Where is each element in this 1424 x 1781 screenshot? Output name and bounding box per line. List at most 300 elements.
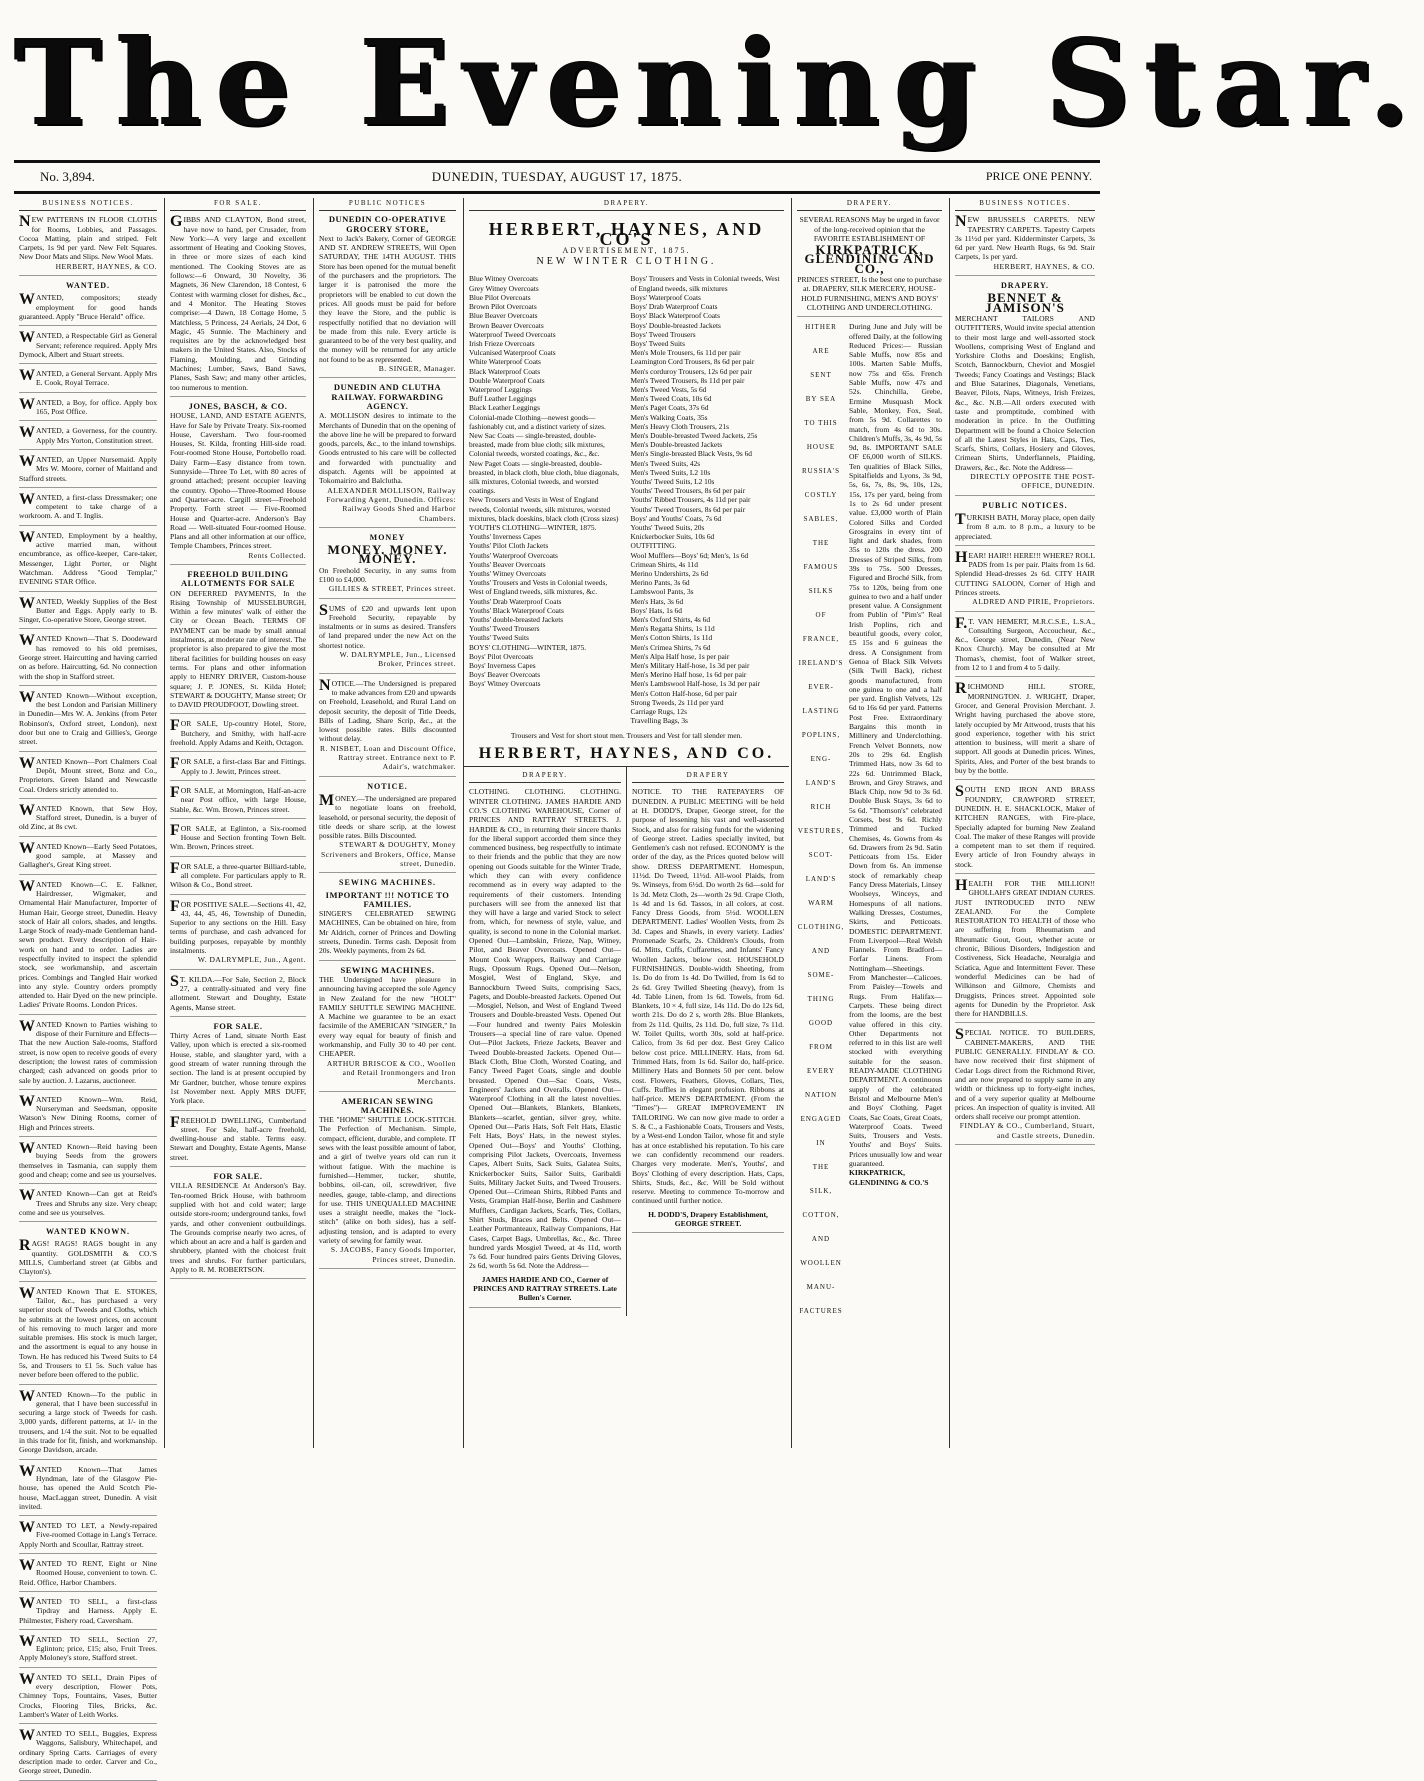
clothing-item: Youths' Tweed Suits, L2 10s (630, 476, 715, 486)
clothing-item: Boys' Double-breasted Jackets (630, 320, 721, 330)
clothing-item: Lambswool Pants, 3s (630, 587, 694, 597)
ad-text: F.T. VAN HEMERT, M.R.C.S.E., L.S.A., Consulting Surgeon, Accoucheur, &c., &c., George street, Dunedin, (Near New Knox Church). May be consulted at Mr Thomas's, chemist, foot of Walker street, from 12 to 1 and from 4 to 5 daily. (955, 614, 1095, 673)
wanted-ad: WANTED Known—Port Chalmers Coal Depôt, Mount street, Bonz and Co., Proprietors. Green Island and Newcastle Coal. Orders strictly attended to. (19, 757, 157, 799)
ad-heading: DUNEDIN CO-OPERATIVE GROCERY STORE, (328, 214, 447, 234)
known-list (19, 1239, 157, 1780)
intro-text: SEVERAL REASONS May be urged in favor of the long-received opinion that the FAVORITE ESTABLISHMENT OF (799, 215, 940, 243)
column-for-sale (164, 198, 311, 1448)
clothing-item: Youths' Tweed Trousers, 8s 6d per pair (630, 486, 746, 496)
ad-text: FOR POSITIVE SALE.—Sections 41, 42, 43, 44, 45, 46, Township of Dunedin, Superior to any sections on the Hill. Easy terms of purchase, and cash advanced for building purposes, repayable by monthly instalments. (170, 897, 306, 956)
ad-signature: HERBERT, HAYNES, & CO. (993, 261, 1095, 271)
ad-body (469, 787, 621, 1307)
slogan-word: HITHER (805, 323, 837, 332)
slogan-word: SILK, (809, 1187, 833, 1196)
drapery-lower (464, 766, 789, 1316)
clothing-item: Knickerbocker Suits, 10s 6d (630, 532, 715, 542)
ad-signature: KIRKPATRICK, GLENDINING & CO.'S (849, 1168, 929, 1187)
clothing-item: Men's Tweed Suits, L2 10s (630, 467, 711, 477)
advertisement (170, 821, 306, 857)
ad-text: Thirty Acres of Land, situate North East Valley, upon which is erected a six-roomed House, stable, and slaughter yard, with a good stream of water running through the section. The land is at present occupied by Mr Gardner, butcher, whose tenure expires 1st November next. Apply MRS DUFF, York place. (170, 1031, 306, 1106)
slogan-word: THING (807, 995, 835, 1004)
ad-signature: W. DALRYMPLE, Jun., Agent. (197, 955, 306, 965)
clothing-item: Boys' Beaver Overcoats (469, 670, 541, 680)
clothing-item: New Paget Coats — single-breasted, double-breasted, in black cloth, blue cloth, blue diagonals, silk mixtures, Colonial tweeds, and worsted coatings. (469, 458, 620, 496)
slogan-word: POPLINS, (801, 731, 841, 740)
advertisement (170, 1113, 306, 1167)
section-header: SEWING MACHINES. (339, 878, 436, 888)
clothing-item: Men's Alpa Half hose, 1s per pair (630, 651, 730, 661)
clothing-item: Men's Oxford Shirts, 4s 6d (630, 615, 711, 624)
clothing-item: Youths' Tweed Trousers, 8s 6d per pair (630, 504, 746, 514)
column-kirkpatrick (791, 198, 947, 1448)
ad-text: NEW PATTERNS IN FLOOR CLOTHS for Rooms, Lobbies, and Passages. Cocoa Matting, plain and striped. Felt Carpets, 1s 9d per yard. New Felt Squares. New Door Mats and Slips. New Wool Mats. (19, 213, 157, 262)
clothing-item: Boys' Witney Overcoats (469, 679, 541, 689)
clothing-item: Men's Walking Coats, 35s (630, 412, 708, 422)
clothing-item: Men's Mole Trousers, 6s 11d per pair (630, 348, 741, 358)
h-dodds-ad (626, 767, 789, 1316)
slogan-word: THE (812, 1163, 830, 1172)
advertisement (170, 972, 306, 1017)
advertisement (170, 1172, 306, 1279)
slogan-word: FAMOUS (803, 563, 839, 572)
advertisement (170, 757, 306, 781)
slogan-word: HOUSE (806, 443, 836, 452)
slogan-word: FACTURES (799, 1307, 843, 1316)
ad-text: FOR SALE, at Mornington, Half-an-acre near Post office, with large House, Stable, &c. Wm. Brown, Princes street. (170, 783, 306, 814)
james-hardie-ad (464, 767, 626, 1316)
advertisement (170, 570, 306, 714)
kirkpatrick-intro (797, 215, 942, 317)
advertisement (319, 1097, 456, 1269)
ad-signature: R. NISBET, Loan and Discount Office, Rattray street. Entrance next to P. Adair's, watchmaker. (319, 743, 456, 772)
slogan-word: SENT (810, 371, 832, 380)
wanted-ad: WANTED, a General Servant. Apply Mrs E. Cook, Royal Terrace. (19, 369, 157, 393)
slogan-word: SABLES, (803, 515, 839, 524)
clothing-item: Waterproof Tweed Overcoats (469, 329, 556, 339)
ad-heading: FOR SALE. (213, 1020, 263, 1031)
ad-text: On Freehold Security, in any sums from £100 to £4,000. (319, 565, 456, 584)
clothing-item: Blue Beaver Overcoats (469, 311, 538, 321)
ad-text: SINGER'S CELEBRATED SEWING MACHINES, Can be obtained on hire, from Mr Aldrich, corner of Princes and Dowling streets, Dunedin. Terms cash. Deposit from 20s. Weekly payments, from 2s 6d. (319, 909, 456, 956)
clothing-item: Youths' double-breasted Jackets (469, 615, 564, 624)
section-header: NOTICE. (367, 781, 408, 791)
advertisement (955, 1028, 1095, 1145)
ad-text: TURKISH BATH, Moray place, open daily from 8 a.m. to 8 p.m., a luxury to be appreciated. (955, 510, 1095, 541)
price-list-text: During June and July will be offered Daily, at the following Reduced Prices:— Russian Sable Muffs, now 85s and 100s. Marten Sable Muffs, now 75s and 65s. French Sable Muffs, now 47s and 52s. Chinchilla, Grebe, Ermine Musquash Mock Sable, Monkey, Fox, Seal, from 5s 9d. Collarettes to match, from 4s 6d to 30s. Children's Muffs, 3s, 4s 9d, 5s 9d, 8s. IMPORTANT SALE OF £6,000 worth of SILKS. Ten qualities of Black Silks, Spitalfields and Lyons, 3s 9d, 5s, 6s, 7s, 8s, 9s, 10s, 12s, 15s, 17s per yard, being from 1s to 2s 6d under present value. £3,000 worth of Plain Colored Silks and Corded Grosgrains in every tint of light and dark shades, from 35s to 120s the dress. 200 Dresses of Striped Silks, from 39s to 75s. 500 Dresses, Figured and Broché Silk, from 75s to 120s, being from one guinea to two and a half under present value. A Consignment from Publin of "Pim's" Real Irish Poplins, rich and beautiful goods, every color, £5 15s and 6 guineas the dress. A Consignment from Genoa of Black Silk Velvets (Silk Twill Back), richest goods manufactured, from one guinea to one and a half per yard. English Velvets, 12s 6d to 16s 6d per yard. Patterns Post Free. Extraordinary Bargains this month in Millinery and Underclothing. French Velvet Bonnets, now 20s to 29s 6d. English Trimmed Hats, now 3s 6d to 22s 6d. Untrimmed Black, Brown, and Grey Straws, and Black Chip, now 9d to 3s 6d. Double Busk Stays, 3s 6d to 5s 6d. "Thomson's" celebrated Corsets, best 9s 6d. Richly Trimmed and Tucked Chemises, 4s. Gowns from 4s 6d. Drawers from 2s 9d. Satin Petticoats from 15s. Eider Down from 6s. An immense stock of remarkably cheap Fancy Dress Materials, Linsey Woolseys, Winceys, and Homespuns of all nations. Walking Dresses, Costumes, Skirts, and Petticoats. DOMESTIC DEPARTMENT. From Liverpool—Real Welsh Flannels. From Bradford—Forfar Linens. From Nottingham—Sheetings. From Manchester—Calicoes. From Paisley—Towels and Rugs. From Halifax—Carpets. These being direct from the looms, are the best value offered in this city. Other Departments not referred to in this list are well stocked with everything suitable for the season. READY-MADE CLOTHING DEPARTMENT. A continuous supply of the celebrated Bristol and Melbourne Men's and Boys' Clothing. Paget Coats, Sac Coats, Great Coats, Waterproof Coats. Tweed Suits, Trousers and Vests. Youths' and Boys' Suits. Prices unusually low and wear guaranteed. (849, 322, 943, 1168)
clothing-item: Brown Pilot Overcoats (469, 302, 537, 312)
advertisement (955, 215, 1095, 276)
clothing-item: Youths' Drab Waterproof Coats (469, 596, 562, 606)
clothing-item: Strong Tweeds, 2s 11d per yard (630, 697, 724, 707)
ad-floor-cloths (19, 215, 157, 276)
ad-text: HEALTH FOR THE MILLION!! GHOLLAH'S GREAT INDIAN CURES. JUST INTRODUCED INTO NEW ZEALAND. For the Complete RESTORATION TO HEALTH of those who are suffering from Rheumatism and Rheumatic Gout, Gout, whether acute or chronic, Bilious Disorders, Indigestion and Costiveness, Sick Headache, Neuralgia and Sciatica, Ague and Intermittent Fever. These wonderful Medicines can be had of Wilkinson and Gilmore, Chemists and Druggists, Princes street. Appointed sole agents for Dunedin by the Proprietor. Ask there for HANDBILLS. (955, 877, 1095, 1019)
advertisement (319, 542, 456, 598)
column-drapery-wide (463, 198, 789, 1448)
clothing-item: Leamington Cord Trousers, 8s 6d per pair (630, 357, 755, 367)
dateline (14, 166, 1100, 190)
ad-signature: ARTHUR BRISCOE & CO., Woollen and Retail Ironmongers and Iron Merchants. (326, 1058, 456, 1087)
clothing-item: Men's corduroy Trousers, 12s 6d per pair (630, 366, 752, 376)
wanted-ad: WANTED Known—That S. Doodeward has removed to his old premises, George street. Haircutting and having carried on as before. Haircutting, 6d. No connection with the shop in Stafford street. (19, 634, 157, 685)
clothing-item: Men's Double-breasted Jackets (630, 440, 723, 450)
wanted-ad: WANTED Known—Without exception, the best London and Parisian Millinery in Dunedin—Mrs W. A. Jenkins (from Peter Robinson's, Oxford street, London), next door but one to Craig and Gillies's, George street. (19, 691, 157, 752)
slogan-word: LAND'S (805, 779, 837, 788)
ad-text: THE "HOME" SHUTTLE LOCK-STITCH. The Perfection of Mechanism. Simple, compact, efficient, durable, and complete. IT sews with the least possible amount of labor, and a girl of twelve years old can run it without fatigue. With the machine is furnished—Hemmer, tucker, shuttle, bobbins, oil-can, oil, screwdriver, five needles, gauge, table-clamp, and directions for use. THIS UNEQUALLED MACHINE uses a straight needle, makes the "lock-stitch" (alike on both sides), has a self-adjusting tension, and is adapted to every variety of sewing for family wear. (319, 1115, 456, 1245)
clothing-item: Boys' Tweed Trousers (630, 329, 696, 339)
advertisement (170, 719, 306, 752)
ad-signature: DIRECTLY OPPOSITE THE POST-OFFICE, DUNEDIN. (970, 472, 1095, 491)
wanted-ad: WANTED, a Respectable Girl as General Servant; reference required. Apply Mrs Dymock, Albert and Stuart streets. (19, 331, 157, 364)
clothing-item: Brown Beaver Overcoats (469, 320, 544, 330)
slogan-word: ARE (812, 347, 830, 356)
clothing-list-left (469, 274, 623, 725)
advertisement (170, 1022, 306, 1111)
ad-text: MONEY.—The undersigned are prepared to negotiate loans on freehold, leasehold, or personal security, the deposit of title deeds or share scrip, at the lowest possible rates. Bills Discounted. (319, 791, 456, 841)
ad-banner: BENNET & JAMISON'S (985, 290, 1065, 315)
advertisement (170, 897, 306, 970)
clothing-item: Crimean Shirts, 4s 11d (630, 559, 698, 569)
clothing-item: Boys' Inverness Capes (469, 661, 536, 671)
wanted-ad: WANTED, a Governess, for the country. Apply Mrs Yorton, Constitution street. (19, 426, 157, 450)
ad-text: RICHMOND HILL STORE, MORNINGTON. J. WRIGHT, Draper, Grocer, and General Provision Merchant. J. Wright having purchased the above store, lately occupied by Mr Attwood, trusts that his good experience, together with his strict attention to business, will merit a share of support. All goods at Dunedin prices. Wines, Spirits, Ales, and Porter of the best brands to buy by the bottle. (955, 680, 1095, 776)
slogan-word: COSTLY (804, 491, 838, 500)
clothing-item: Men's Military Half-hose, 1s 3d per pair (630, 661, 750, 671)
advertisement (170, 215, 306, 397)
clothing-item: Men's Hats, 3s 6d (630, 596, 684, 606)
clothing-item: Men's Regatta Shirts, 1s 11d (630, 624, 715, 634)
clothing-item: Men's Double-breasted Tweed Jackets, 25s (630, 430, 758, 440)
slogan-word: SOME- (807, 971, 835, 980)
advertisement (955, 682, 1095, 780)
wanted-list (19, 293, 157, 1222)
clothing-item: Youths' Beaver Overcoats (469, 559, 546, 569)
price-list (845, 322, 942, 1330)
clothing-item: Waterproof Leggings (469, 384, 532, 394)
advertisement-year: ADVERTISEMENT, 1875. (562, 245, 691, 255)
ad-signature: H. DODD'S, Drapery Establishment, GEORGE STREET. (648, 1209, 768, 1228)
ad-text: HEAR! HAIR!! HERE!!! WHERE? ROLL PADS from 1s per pair. Plaits from 1s 6d. Splendid Head-dresses 2s 6d. CITY HAIR CUTTING SALOON, Corner of High and Princes streets. (955, 548, 1095, 597)
ad-signature: JAMES HARDIE AND CO., Corner of PRINCES AND RATTRAY STREETS. Late Bullen's Corner. (473, 1274, 617, 1303)
ad-signature: B. SINGER, Manager. (378, 364, 456, 374)
advertisement (955, 290, 1095, 495)
slogan-word: RICH (810, 803, 832, 812)
wanted-ad: WANTED Known—Wm. Reid, Nurseryman and Seedsman, opposite Watson's New Dining Rooms, corner of High and Princes streets. (19, 1095, 157, 1137)
wanted-ad: WANTED Known, that Sew Hoy, Stafford street, Dunedin, is a buyer of old Zinc, at 8s cwt. (19, 804, 157, 837)
clothing-item: Men's Tweed Vests, 5s 6d (630, 384, 707, 394)
clothing-item: Youths' Tweed Suits, 20s (630, 522, 705, 532)
known-ad: WANTED TO LET, a Newly-repaired Five-roomed Cottage in Lang's Terrace. Apply North and Scoullar, Rattray street. (19, 1521, 157, 1554)
clothing-item: OUTFITTING. (630, 541, 677, 551)
clothing-item: Youths' Tweed Trousers (469, 624, 540, 634)
wanted-ad: WANTED, Employment by a healthy, active married man, without encumbrance, as office-keeper, Care-taker, Messenger, Light Porter, or Night Watchman. Address "Good Templar," EVENING STAR Office. (19, 531, 157, 592)
clothing-item: Boys' Drab Waterproof Coats (630, 302, 718, 312)
ad-heading: SEWING MACHINES. (340, 964, 435, 975)
ad-text: SOUTH END IRON AND BRASS FOUNDRY, CRAWFORD STREET, DUNEDIN. H. E. SHACKLOCK, Maker of KITCHEN RANGES, with Fire-place, Specially adapted for burning New Zealand Coal. The maker of these Ranges will provide a competent man to set them if required. Every article of Iron Foundry always in stock. (955, 783, 1095, 869)
known-ad: WANTED TO SELL, a first-class Tipdray and Harness. Apply E. Philmester, Fishery road, Caversham. (19, 1597, 157, 1630)
known-ad: WANTED TO SELL, Buggies, Express Waggons, Salisbury, Whitechapel, and ordinary Spring Carts. Carriages of every description made to order. Carver and Co., George street, Dunedin. (19, 1729, 157, 1780)
clothing-item: Youths' Pilot Cloth Jackets (469, 541, 549, 551)
section-header: PUBLIC NOTICES. (982, 500, 1068, 510)
clothing-item: Men's Tweed Trousers, 8s 11d per pair (630, 375, 745, 385)
slogan-word: FROM (809, 1043, 833, 1052)
slogan-word: EVERY (807, 1067, 835, 1076)
clothing-list-right (631, 274, 785, 725)
advertisement (319, 891, 456, 961)
ad-text: HOUSE, LAND, AND ESTATE AGENTS, Have for Sale by Private Treaty. Six-roomed House, Caversham. Two four-roomed Houses, St. Kilda, fronting Hill-side road. Four-roomed Stone House, Portobello road. Dairy Farm—Easy distance from town. Sunnyside—Three To Let, with 80 acres of ground attached; present occupier leaving the country. Opoho—Three-Roomed House and Quarter-acre. Cargill street—Freehold Property. Forth street — Five-Roomed House and Quarter-acre. Anderson's Bay Road — Well-situated Four-roomed House. Plans and all other information at our office, Temple Chambers, Princes street. (170, 411, 306, 551)
clothing-item: Double Waterproof Coats (469, 375, 545, 385)
advertisement (319, 215, 456, 378)
clothing-item: Youths' Black Waterproof Coats (469, 605, 564, 615)
clothing-item: Men's Merino Half hose, 1s 6d per pair (630, 670, 747, 680)
wanted-ad: WANTED, a Boy, for office. Apply box 165, Post Office. (19, 398, 157, 422)
clothing-item: Blue Pilot Overcoats (469, 292, 531, 302)
clothing-item: Vulcanised Waterproof Coats (469, 348, 556, 358)
ad-text: FOR SALE, a first-class Bar and Fittings. Apply to J. Jewitt, Princes street. (170, 755, 306, 776)
clothing-item: YOUTH'S CLOTHING—WINTER, 1875. (469, 522, 597, 532)
slogan-word: COTTON, (802, 1211, 840, 1220)
advertiser-name-footer: HERBERT, HAYNES, AND CO. (478, 744, 775, 762)
clothing-item: Men's Lambswool Half-hose, 1s 3d per pair (630, 679, 761, 689)
wanted-ad: WANTED Known to Parties wishing to dispose of their Furniture and Effects—That the new Auction Sale-rooms, Stafford street, is now open to receive goods of every description; the lowest rates of commission charged; cash advanced on goods prior to sale by auction. J. Lazarus, auctioneer. (19, 1020, 157, 1090)
ad-text: A. MOLLISON desires to intimate to the Merchants of Dunedin that on the opening of the above line he will be prepared to forward goods, parcels, &c., to the inland townships. Goods entrusted to his care will be collected and forwarded with punctuality and dispatch. Agents will be appointed at Tokomairiro and Balclutha. (319, 411, 456, 486)
clothing-item: White Waterproof Coats (469, 357, 541, 367)
ad-text: THE Undersigned have pleasure in announcing having accepted the sole Agency in New Zealand for the new "HOLT" FAMILY SHUTTLE SEWING MACHINE. A Machine we guarantee to be an exact facsimile of the AMERICAN "SINGER," In every way equal for beauty of finish and workmanship, and Fully 30 to 40 per cent. CHEAPER. (319, 974, 456, 1059)
ad-signature: S. JACOBS, Fancy Goods Importer, Princes street, Dunedin. (330, 1245, 456, 1264)
ad-signature: ALDRED AND PIRIE, Proprietors. (972, 597, 1095, 607)
column-header: DRAPERY. (469, 199, 784, 211)
kirkpatrick-body (797, 322, 942, 1330)
clothing-item: Boys' Trousers and Vests in Colonial tweeds, West of England tweeds, silk mixtures (630, 274, 780, 293)
ad-text: Next to Jack's Bakery, Corner of GEORGE AND ST. ANDREW STREETS, Will Open SATURDAY, THE 14TH AUGUST. THIS Store has been opened for the mutual benefit of the purchasers and the proprietors. The larger it is patronised the more the proprietors will be enabled to cut down the prices. All goods must be paid for before they leave the Store, and the public is respectfully notified that no deviation will be made from this rule. Every article is guaranteed to be of the very best quality, and the money will be returned for any article not found to be as represented. (319, 233, 456, 364)
advertisement (319, 966, 456, 1092)
wanted-ad: WANTED Known—Reid having been buying Seeds from the growers themselves in Tasmania, can supply them good and cheap; come and see us yourselves. (19, 1142, 157, 1184)
ad-heading: AMERICAN SEWING MACHINES. (341, 1095, 434, 1115)
advertisement-subtitle: NEW WINTER CLOTHING. (536, 256, 717, 268)
ad-heading: FREEHOLD BUILDING ALLOTMENTS FOR SALE (181, 568, 295, 589)
slogan-word: MANU- (806, 1283, 836, 1292)
advertiser-name: KIRKPATRICK, GLENDINING AND CO., (804, 242, 935, 276)
column-public-notices (313, 198, 461, 1448)
clothing-item: New Sac Coats — single-breasted, double-breasted, made from blue cloth; silk mixtures, Colonial tweeds, worsted coatings, &c., &c. (469, 430, 605, 459)
clothing-item: Men's Tweed Suits, 42s (630, 458, 701, 468)
ad-text: FREEHOLD DWELLING, Cumberland street. For Sale, half-acre freehold, dwelling-house and stable. Terms easy. Stewart and Doughty, Estate Agents, Manse street. (170, 1113, 306, 1162)
clothing-item: Grey Witney Overcoats (469, 283, 539, 293)
issue-date: DUNEDIN, TUESDAY, AUGUST 17, 1875. (431, 169, 683, 184)
advertisement (955, 614, 1095, 678)
clothing-item: Boys' Hats, 1s 6d (630, 605, 682, 615)
ad-text: NOTICE.—The Undersigned is prepared to make advances from £20 and upwards on Freehold, Leasehold, and Rural Land on deposit security, the deposit of Title Deeds, Bills of Lading, Share Scrip, &c., at the lowest possible rates. Bills discounted without delay. (319, 676, 456, 744)
advertisement (319, 791, 456, 873)
dateline-rule (14, 191, 1100, 194)
section-header: WANTED. (65, 281, 111, 291)
slogan-word: WOOLLEN (800, 1259, 842, 1268)
slogan-word: IRELAND'S (798, 659, 844, 668)
clothing-item: Black Waterproof Coats (469, 366, 541, 376)
ad-text: CLOTHING. CLOTHING. CLOTHING. WINTER CLOTHING. JAMES HARDIE AND CO.'S CLOTHING WAREHOUSE, Corner of PRINCES AND RATTRAY STREETS. J. HARDIE & CO., in returning their sincere thanks for the liberal support accorded them since they commenced business, beg respectfully to intimate to their friends and the public that they are now opening out Goods suitable for the Winter Trade, which they can with every confidence recommend as in every way adapted to the requirements of their customers. Intending purchasers will see from the annexed list that they will have a large and varied Stock to select from, which, for newness of style, value, and quality, is second to none in the Colonial market. Opened Out—Lambskin, Frieze, Nap, Witney, Pilot, and Beaver Overcoats. Opened Out—Mount Cook Wrappers, Railway and Carriage Rugs, Opossum Rugs. Opened Out—Nelson, Mosgiel, West of England, Skye, and Bannockburn Tweed Suits, comprising Sacs, Pagets, and Double-breasted Jackets. Opened Out—Mosgiel, Nelson, and West of England Tweed Trousers and Double-breasted Vests. Opened Out—Four hundred and twenty Pairs Moleskin Trousers—a special line of rare value. Opened Out—Pilot Jackets, Frieze Jackets, Beaver and Tweed Double-breasted Jackets. Opened Out—Black Cloth, Blue Cloth, Worsted Coating, and Fancy Tweed Paget Coats, single and double breasted. Opened Out—Sac Coats, Vests, Engineers' Jackets and Overalls. Opened Out—Waterproof Clothing in all the latest novelties. Opened Out—Blankets, Blankets, Blankets, Blankets—scarlet, gentian, silver grey, white. Opened Out—Paris Hats, Soft Felt Hats, Elastic Felt Hats, Boys' Hats, in the newest styles. Opened Out—Boys' and Youths' Clothing, comprising Pilot Jackets, Overcoats, Inverness Capes, Albert Suits, Sack Suits, Galatea Suits, Knickerbocker Suits, Sailor Suits, Garibaldi Suits, Military Jacket Suits, and Tweed Trousers. Opened Out—Crimean Shirts, Ribbed Pants and Vests, Grampian Half-hose, Berlin and Cashmere Mufflers, Cardigan Jackets, Scarfs, Ties, Collars, Shirt Studs, Braces and Belts. Opened Out—Leather Portmanteaux, Railway Companions, Hat Cases, Carpet Bags, Umbrellas, &c., &c. Three hundred yards Mosgiel Tweed, at 4s 11d, worth 7s 6d. Four hundred pairs Gents Driving Gloves, 2s 6d, worth 5s 6d. Note the Address— (469, 787, 621, 1271)
clothing-item: Youths' Witney Overcoats (469, 568, 546, 578)
issue-price: PRICE ONE PENNY. (985, 169, 1092, 183)
slogan-word: CLOTHING, (797, 923, 845, 932)
clothing-item: Boys' Black Waterproof Coats (630, 311, 720, 321)
wanted-ad: WANTED, compositors; steady employment for good hands guaranteed. Apply "Bruce Herald" office. (19, 293, 157, 326)
clothing-item: Youths' Tweed Suits (469, 633, 529, 643)
newspaper-title: The Evening Star. (14, 13, 1424, 152)
clothing-item: Boys' Waterproof Coats (630, 292, 701, 302)
clothing-item: Men's Cotton Half-hose, 6d per pair (630, 688, 737, 698)
ad-body (632, 787, 784, 1233)
column-header: DRAPERY. (797, 199, 942, 211)
slogan-word: VESTURES, (797, 827, 845, 836)
clothing-item: Blue Witney Overcoats (469, 274, 538, 284)
known-ad: RAGS! RAGS! RAGS bought in any quantity. GOLDSMITH & CO.'S MILLS, Cumberland street (at Gibbs and Clayton's). (19, 1239, 157, 1281)
vertical-slogan (797, 322, 845, 1330)
section-header: MONEY (369, 532, 406, 542)
column-header: BUSINESS NOTICES. (955, 199, 1095, 211)
slogan-word: TO THIS (804, 419, 838, 428)
issue-number: No. 3,894. (40, 169, 95, 184)
clothing-item: Merino Pants, 3s 6d (630, 578, 690, 588)
wanted-ad: WANTED Known—Can get at Reid's Trees and Shrubs any size. Very cheap; come and see us yourselves. (19, 1189, 157, 1222)
ad-text: SPECIAL NOTICE. TO BUILDERS, CABINET-MAKERS, AND THE PUBLIC GENERALLY. FINDLAY & CO. have now received their first shipment of Cedar Logs direct from the Richmond River, and are now prepared to supply same in any width or thickness up to forty-eight inches, and of a very superior quality at Melbourne prices. An inspection of quality is invited. All orders shall receive our prompt attention. (955, 1026, 1095, 1122)
wanted-ad: WANTED, an Upper Nursemaid. Apply Mrs W. Moore, corner of Maitland and Stafford streets. (19, 455, 157, 488)
clothing-item: Carriage Rugs, 12s (630, 707, 687, 717)
ad-signature: HERBERT, HAYNES, & CO. (55, 261, 157, 271)
ad-signature: ALEXANDER MOLLISON, Railway Forwarding Agent, Dunedin. Offices: Railway Goods Shed and Harbor Chambers. (326, 485, 456, 523)
slogan-word: NATION (804, 1091, 838, 1100)
ad-text: ON DEFERRED PAYMENTS, In the Rising Township of MUSSELBURGH, Within a few minutes' walk of either the City or Ocean Beach. TERMS OF PAYMENT can be made by small annual instalments, at moderate rate of interest. The proprietor is also prepared to give the most liberal facilities for building houses on easy terms. For plans and other information apply to HENRY DRIVER, Custom-house square; J. P. JONES, St. Kilda Hotel; STEWART & DOUGHTY, Manse street; Or to DAVID PROUDFOOT, Dowling street. (170, 588, 306, 710)
column-header: FOR SALE. (170, 199, 306, 211)
column-business-notices-right (949, 198, 1100, 1448)
advertisement (955, 879, 1095, 1023)
ad-signature: STEWART & DOUGHTY, Money Scriveners and Brokers, Office, Manse street, Dunedin. (321, 840, 456, 868)
slogan-word: AND (811, 1235, 831, 1244)
ad-footnote: Trousers and Vest for short stout men. Trousers and Vest for tall slender men. (510, 731, 743, 741)
clothing-item: Youths' Trousers and Vests in Colonial tweeds, West of England tweeds, silk mixtures, &c. (469, 578, 608, 597)
ad-text: SUMS of £20 and upwards lent upon Freehold Security, repayable by instalments or in sums as desired. Transfers of land prepared under the new Act on the shortest notice. (319, 601, 456, 650)
clothing-item: Boys' and Youths' Coats, 7s 6d (630, 513, 722, 523)
clothing-lists (469, 274, 784, 725)
slogan-word: GOOD (808, 1019, 834, 1028)
advertiser-name: HERBERT, HAYNES, AND CO'S (488, 219, 765, 249)
clothing-item: Colonial-made Clothing—newest goods—fashionably cut, and a distinct variety of sizes. (469, 412, 606, 431)
clothing-item: Youths' Inverness Capes (469, 532, 542, 542)
column-header: PUBLIC NOTICES (319, 199, 456, 211)
clothing-item: New Trousers and Vests in West of England tweeds, Colonial tweeds, silk mixtures, worsted mixtures, black doeskins, black cloth (Cross sizes) (469, 495, 619, 523)
column-header: BUSINESS NOTICES. (19, 199, 157, 211)
slogan-word: ENGAGED (800, 1115, 842, 1124)
slogan-word: OF (815, 611, 827, 620)
clothing-item: Men's Tweed Coats, 10s 6d (630, 394, 712, 404)
clothing-item: Merino Undershirts, 2s 6d (630, 568, 709, 578)
slogan-word: BY SEA (805, 395, 837, 404)
slogan-word: EVER- (808, 683, 834, 692)
ad-text: NEW BRUSSELS CARPETS. NEW TAPESTRY CARPETS. Tapestry Carpets 3s 11½d per yard. Kidderminster Carpets, 3s 6d per yard. New Hearth Rugs, 6s 9d. Stair Carpets, 1s per yard. (955, 213, 1095, 262)
slogan-word: FRANCE, (802, 635, 840, 644)
herbert-haynes-ad (464, 199, 789, 762)
slogan-word: RUSSIA'S (801, 467, 841, 476)
advertisement (955, 548, 1095, 612)
ad-heading: JONES, BASCH, & CO. (188, 400, 288, 411)
ad-text: MERCHANT TAILORS AND OUTFITTERS, Would invite special attention to their most large and well-assorted stock Woollens, comprising West of England and Yorkshire Cloths and Doeskins; English, Scotch, Bannockburn, Cheviot and Mosgiel Tweeds; Fancy Coatings and Vestings; Black and Blue Satarines, Diagonals, Venetians, Beaver, Pilots, Naps, Witneys, Irish Freizes, &c., &c. N.B.—All orders executed with taste and promptitude, combined with moderation in price. In the Outfitting Department will be found a Choice Selection of all the Latest Styles in Hats, Caps, Ties, Scarfs, Shirts, Collars, Hosiery and Gloves, Crimean Shirts, Underflannels, Plaiding, Drawers, &c., &c. Note the Address— (955, 313, 1095, 472)
ad-heading: FOR SALE. (213, 1171, 263, 1182)
clothing-item: Men's Single-breasted Black Vests, 9s 6d (630, 449, 752, 459)
ad-signature: Rents Collected. (248, 550, 306, 560)
clothing-item: Youths' Waterproof Overcoats (469, 550, 558, 560)
section-header: WANTED KNOWN. (45, 1227, 131, 1237)
clothing-item: Men's Heavy Cloth Trousers, 21s (630, 421, 729, 431)
ad-text: VILLA RESIDENCE At Anderson's Bay. Ten-roomed Brick House, with bathroom supplied with hot and cold water; large outside store-room; underground tanks, fowl yards, and other convenient outbuildings. The Grounds comprise nearly two acres, of which about an acre and a half is garden and shrubbery, planted with the choicest fruit trees and shrubs. For further particulars, Apply to R. M. ROBERTSON. (170, 1181, 306, 1274)
known-ad: WANTED TO RENT, Eight or Nine Roomed House, convenient to town. C. Reid. Office, Harbor Chambers. (19, 1559, 157, 1592)
slogan-word: THE (812, 539, 830, 548)
advertisement (170, 402, 306, 565)
ad-text: NOTICE. TO THE RATEPAYERS OF DUNEDIN. A PUBLIC MEETING will be held at H. DODD'S, Draper, George street, for the purpose of lessening his vast and well-assorted Stock, and also for raising funds for the widening of George street. Ladies specially invited, but Gentlemen's cash not refused. ECONOMY is the order of the day, as the Prices quoted below will show. DRESS DEPARTMENT. Homespun, 11½d. Do Tweed, 11½d. All-wool Plaids, from 9s. Winseys, from 6½d. Do worth 2s 6d—sold for 1s 3d. Metz Cloth, 2s—worth 2s 9d. Crape Cloth, 1s 4d and 1s 6d. Tassos, in all colors, at cost. Fancy Dress Goods, from 5½d. WOOLLEN DEPARTMENT. Ladies' Woollen Vests, from 2s 3d. Capes and Shawls, in every variety. Ladies' Promenade Scarfs, 2s. Children's Clouds, from 6d. Mitts, Cuffs, Cuffarettes, and Infants' Fancy Woollen Jackets, below cost. HOUSEHOLD FURNISHINGS. Double-width Sheeting, from 1s. Do do from 1s 4d. Do Twilled, from 1s 6d to 2s 6d. Grey Twilled Sheeting (heavy), from 1s 4d. Table Linen, from 1s 6d. Towels, from 6d. Blankets, 10 × 4, full size, 14s 11d. Do do 12s 6d, worth 21s. Do do 2 s, worth 28s. Blue Blankets, from 2s 11d. Quilts, 2s 11d. Do, full size, 7s 11d. W. Toilet Quilts, worth 30s, sold at half-price. Calico, from 3s 6d per doz. Best Grey Calico below cost price. MILLINERY. Hats, from 6d. Trimmed Hats, from 1s 6d. Sailor do, half-price. Millinery Hats and Bonnets 50 per cent. below cost. Flowers, Feathers, Gloves, Collars, Ties, Cuffs. Ruffles in elegant profusion. Ribbons at half-price. MEN'S DEPARTMENT. (From the "Times")— GREAT IMPROVEMENT IN TAILORING. We can now give made to order a S. & C., a Fashionable Coats, Trousers and Vests, by a West-end London Tailor, whose fit and style has at once established his reputation. To his care we can confidently recommend our readers. Charges very moderate. Men's, Youths', and Boys' Clothing of every description. Hats, Caps, Shirts, Studs, &c., &c. Will be Sold without reserve. Meeting to commence To-morrow and continued until further notice. (632, 787, 784, 1206)
masthead (14, 8, 1424, 158)
ad-text: FOR SALE, at Eglinton, a Six-roomed House and Section fronting Town Belt. Wm. Brown, Princes street. (170, 821, 306, 852)
clothing-item: BOYS' CLOTHING—WINTER, 1875. (469, 642, 587, 652)
wanted-ad: WANTED Known—C. E. Falkner, Hairdresser, Wigmaker, and Ornamental Hair Manufacturer, Importer of Human Hair, George street, Dunedin. Heavy stock of Hair all colors, shades, and lengths. Large Stock of ready-made Gentleman hand-sewn product. Every description of Hair-work on hand and to order. Ladies are respectfully invited to inspect the splendid stock, see workmanship, and ascertain prices. Combings and Tangled Hair worked into any style. Country orders promptly attended to. Hair Dyed on the new principle. Ladies' Private Rooms. London Prices. (19, 880, 157, 1015)
advertisement (319, 601, 456, 674)
slogan-word: LAND'S (805, 875, 837, 884)
column-header: DRAPERY. (469, 771, 621, 783)
wanted-ad: WANTED, Weekly Supplies of the Best Butter and Eggs. Apply early to B. Singer, Co-operative Store, George street. (19, 597, 157, 630)
advertisement (955, 510, 1095, 546)
clothing-item: Men's Paget Coats, 37s 6d (630, 403, 709, 413)
column-header: DRAPERY (632, 771, 784, 783)
slogan-word: SCOT- (808, 851, 834, 860)
known-ad: WANTED Known That E. STOKES, Tailor, &c., has purchased a very superior stock of Tweeds and Cloths, which he submits at the lowest prices, on account of his removing to much larger and more suitable premises. His stock is much larger, and the assortment is equal to any house in Town. He has reduced his Tweed Suits to £4 5s, and Trousers to £1 5s. Such value has never before been offered to the public. (19, 1287, 157, 1385)
clothing-item: Men's Crimea Shirts, 7s 6d (630, 642, 711, 652)
ad-text: FOR SALE, Up-country Hotel, Store, Butchery, and Smithy, with half-acre freehold. Apply Adams and Keith, Octagon. (170, 717, 306, 748)
clothing-item: Youths' Ribbed Trousers, 4s 11d per pair (630, 495, 751, 505)
known-ad: WANTED Known—To the public in general, that I have been successful in securing a large stock of Tweeds for cash. 3,000 yards, different patterns, at 1/- in the trousers, and 1/4 the suit. Not to be equalled in this trade for fit, finish, and workmanship. George Davidson, arcade. (19, 1390, 157, 1460)
advertisement (319, 383, 456, 527)
columns (14, 198, 1100, 1776)
ad-signature: GILLIES & STREET, Princes street. (328, 584, 456, 594)
clothing-item: Boys' Pilot Overcoats (469, 651, 534, 661)
column-business-notices (14, 198, 162, 1776)
known-ad: WANTED TO SELL, Drain Pipes of every description, Flower Pots, Chimney Tops, Fountains, Vases, Butter Crocks, Flooring Tiles, Bricks, &c. Lambert's Water of Leith Works. (19, 1673, 157, 1724)
wanted-ad: WANTED, a first-class Dressmaker; one competent to take charge of a workroom. A. and T. Inglis. (19, 493, 157, 526)
ad-signature: FINDLAY & CO., Cumberland, Stuart, and Castle streets, Dunedin. (959, 1121, 1095, 1140)
advertisement (170, 783, 306, 819)
clothing-item: Black Leather Leggings (469, 403, 541, 413)
public-notices-list (319, 215, 456, 1269)
clothing-item: Wool Mufflers—Boys' 6d; Men's, 1s 6d (630, 550, 749, 560)
for-sale-list (170, 215, 306, 1279)
ad-header-block (469, 219, 784, 268)
slogan-word: AND (811, 947, 831, 956)
known-ad: WANTED Known—That James Hyndman, late of the Glasgow Pie-house, has opened the Auld Scotch Pie-house, MacLaggan street, Dunedin. A visit invited. (19, 1465, 157, 1516)
advertisement (319, 676, 456, 777)
clothing-item: Irish Frieze Overcoats (469, 338, 535, 348)
masthead-rule (14, 160, 1100, 163)
wanted-ad: WANTED Known—Early Seed Potatoes, good sample, at Massey and Gallagher's, Great King street. (19, 842, 157, 875)
section-header: DRAPERY. (1000, 281, 1050, 291)
business-notices-list (955, 215, 1095, 1145)
slogan-word: SILKS (808, 587, 834, 596)
ad-text: GIBBS AND CLAYTON, Bond street, have now to hand, per Crusader, from New York:—A very large and excellent assortment of Heating and Cooking Stoves, in three or more sizes of each kind mentioned. The Cooking Stoves are as follows:—6 Onward, 30 Novelty, 36 Magnets, 36 New Clarendon, 18 Contest, 6 Contest with warming closet for dishes, &c., and 4 Monitor. The Heating Stoves comprise:—4 Dawn, 18 Cottage Home, 5 Matchless, 5 Princess, 24 Aerials, 24 Dot, 6 Magic, 45 Sunnie. The Machinery and requisites are by the acknowledged best makers in the United States. Also, Stocks of Flaming, Moulding, and Grinding Machines; Lumber, Saws, Band Saws, Planes, Sash Saw; and many other articles, too numerous to mention. (170, 213, 306, 392)
clothing-item: Buff Leather Leggings (469, 394, 537, 404)
clothing-item: Travelling Bags, 3s (630, 716, 688, 726)
advertisement (170, 859, 306, 895)
slogan-word: ENG- (810, 755, 832, 764)
known-ad: WANTED TO SELL, Section 27, Eglinton; price, £15; also, Fruit Trees. Apply Moloney's store, Stafford street. (19, 1635, 157, 1668)
ad-heading: IMPORTANT !!! NOTICE TO FAMILIES. (325, 889, 450, 909)
ad-heading: DUNEDIN AND CLUTHA RAILWAY. FORWARDING AGENCY. (331, 382, 444, 411)
clothing-item: Boys' Tweed Suits (630, 338, 685, 348)
slogan-word: LASTING (802, 707, 840, 716)
ad-text: FOR SALE, a three-quarter Billiard-table, all complete. For particulars apply to R. Wilson & Co., Bond street. (170, 859, 306, 890)
